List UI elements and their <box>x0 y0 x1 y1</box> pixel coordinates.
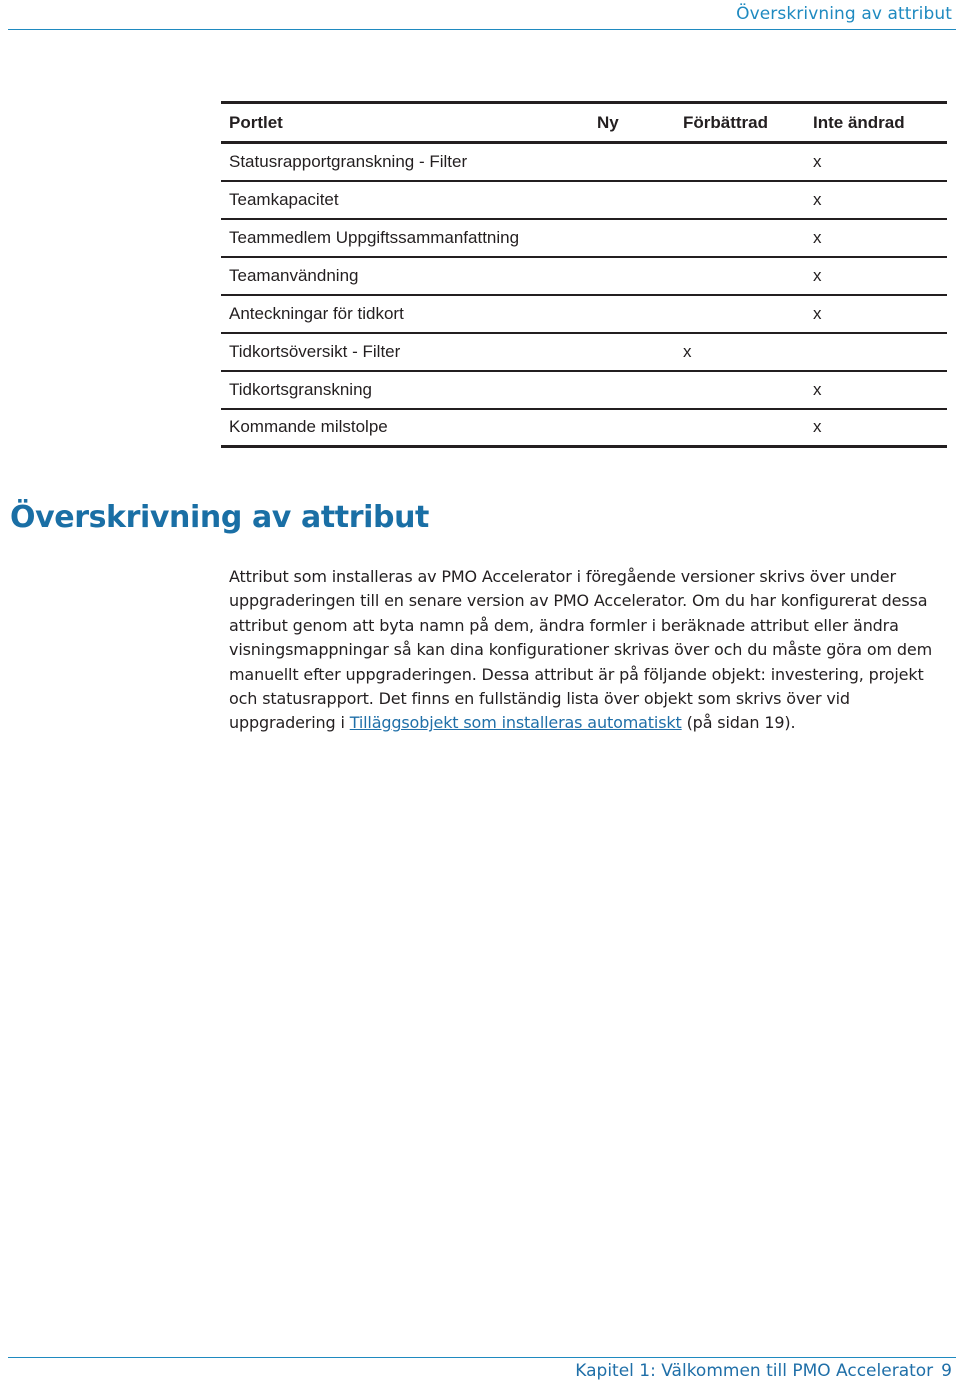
body-paragraph <box>229 565 941 736</box>
cell-forbattrad: x <box>669 333 787 371</box>
cell-forbattrad <box>669 219 787 257</box>
table-header-row <box>221 103 947 143</box>
table-row <box>221 333 947 371</box>
cell-portlet: Teamkapacitet <box>221 181 575 219</box>
cell-inte-andrad <box>787 333 947 371</box>
cell-forbattrad <box>669 371 787 409</box>
column-header-portlet: Portlet <box>221 103 575 143</box>
cell-portlet: Teammedlem Uppgiftssammanfattning <box>221 219 575 257</box>
header-rule <box>8 29 956 30</box>
paragraph-text-before-link: Attribut som installeras av PMO Accelerator i föregående versioner skrivs över under uppgraderingen till en senare version av PMO Accelerator. Om du har konfigurerat dessa attribut genom att byta namn på dem, ändra formler i beräknade attribut eller ändra visningsmappningar så kan dina konfigurationer skrivas över och du måste göra om dem manuellt efter uppgraderingen. Dessa attribut är på följande objekt: investering, projekt och statusrapport. Det finns en fullständig lista över objekt som skrivs över vid uppgradering i <box>229 567 933 733</box>
cell-ny <box>575 409 669 447</box>
cell-forbattrad <box>669 409 787 447</box>
paragraph-text-after-link: (på sidan 19). <box>681 713 796 733</box>
cell-portlet: Tidkortsöversikt - Filter <box>221 333 575 371</box>
cell-ny <box>575 295 669 333</box>
cell-portlet: Tidkortsgranskning <box>221 371 575 409</box>
cell-ny <box>575 181 669 219</box>
section-heading: Överskrivning av attribut <box>10 500 429 535</box>
cell-inte-andrad: x <box>787 371 947 409</box>
cell-forbattrad <box>669 295 787 333</box>
cell-inte-andrad: x <box>787 181 947 219</box>
cell-portlet: Anteckningar för tidkort <box>221 295 575 333</box>
link-tillaggsobjekt[interactable]: Tilläggsobjekt som installeras automatiskt <box>349 713 682 733</box>
table-row <box>221 257 947 295</box>
footer-chapter: Kapitel 1: Välkommen till PMO Accelerator <box>575 1361 934 1381</box>
column-header-ny: Ny <box>575 103 669 143</box>
table-row <box>221 143 947 181</box>
cell-ny <box>575 333 669 371</box>
cell-portlet: Statusrapportgranskning - Filter <box>221 143 575 181</box>
cell-portlet: Teamanvändning <box>221 257 575 295</box>
cell-inte-andrad: x <box>787 219 947 257</box>
table-row <box>221 371 947 409</box>
cell-inte-andrad: x <box>787 143 947 181</box>
table-row <box>221 219 947 257</box>
running-header: Överskrivning av attribut <box>736 4 952 24</box>
table-row <box>221 409 947 447</box>
cell-inte-andrad: x <box>787 257 947 295</box>
cell-forbattrad <box>669 257 787 295</box>
table-row <box>221 295 947 333</box>
cell-ny <box>575 143 669 181</box>
footer <box>575 1361 952 1381</box>
cell-ny <box>575 219 669 257</box>
cell-ny <box>575 257 669 295</box>
footer-rule <box>8 1357 956 1358</box>
page-number: 9 <box>941 1361 952 1381</box>
column-header-inte-andrad: Inte ändrad <box>787 103 947 143</box>
column-header-forbattrad: Förbättrad <box>669 103 787 143</box>
table-row <box>221 181 947 219</box>
cell-forbattrad <box>669 143 787 181</box>
cell-forbattrad <box>669 181 787 219</box>
cell-inte-andrad: x <box>787 295 947 333</box>
cell-inte-andrad: x <box>787 409 947 447</box>
portlet-table <box>221 101 947 448</box>
cell-ny <box>575 371 669 409</box>
cell-portlet: Kommande milstolpe <box>221 409 575 447</box>
